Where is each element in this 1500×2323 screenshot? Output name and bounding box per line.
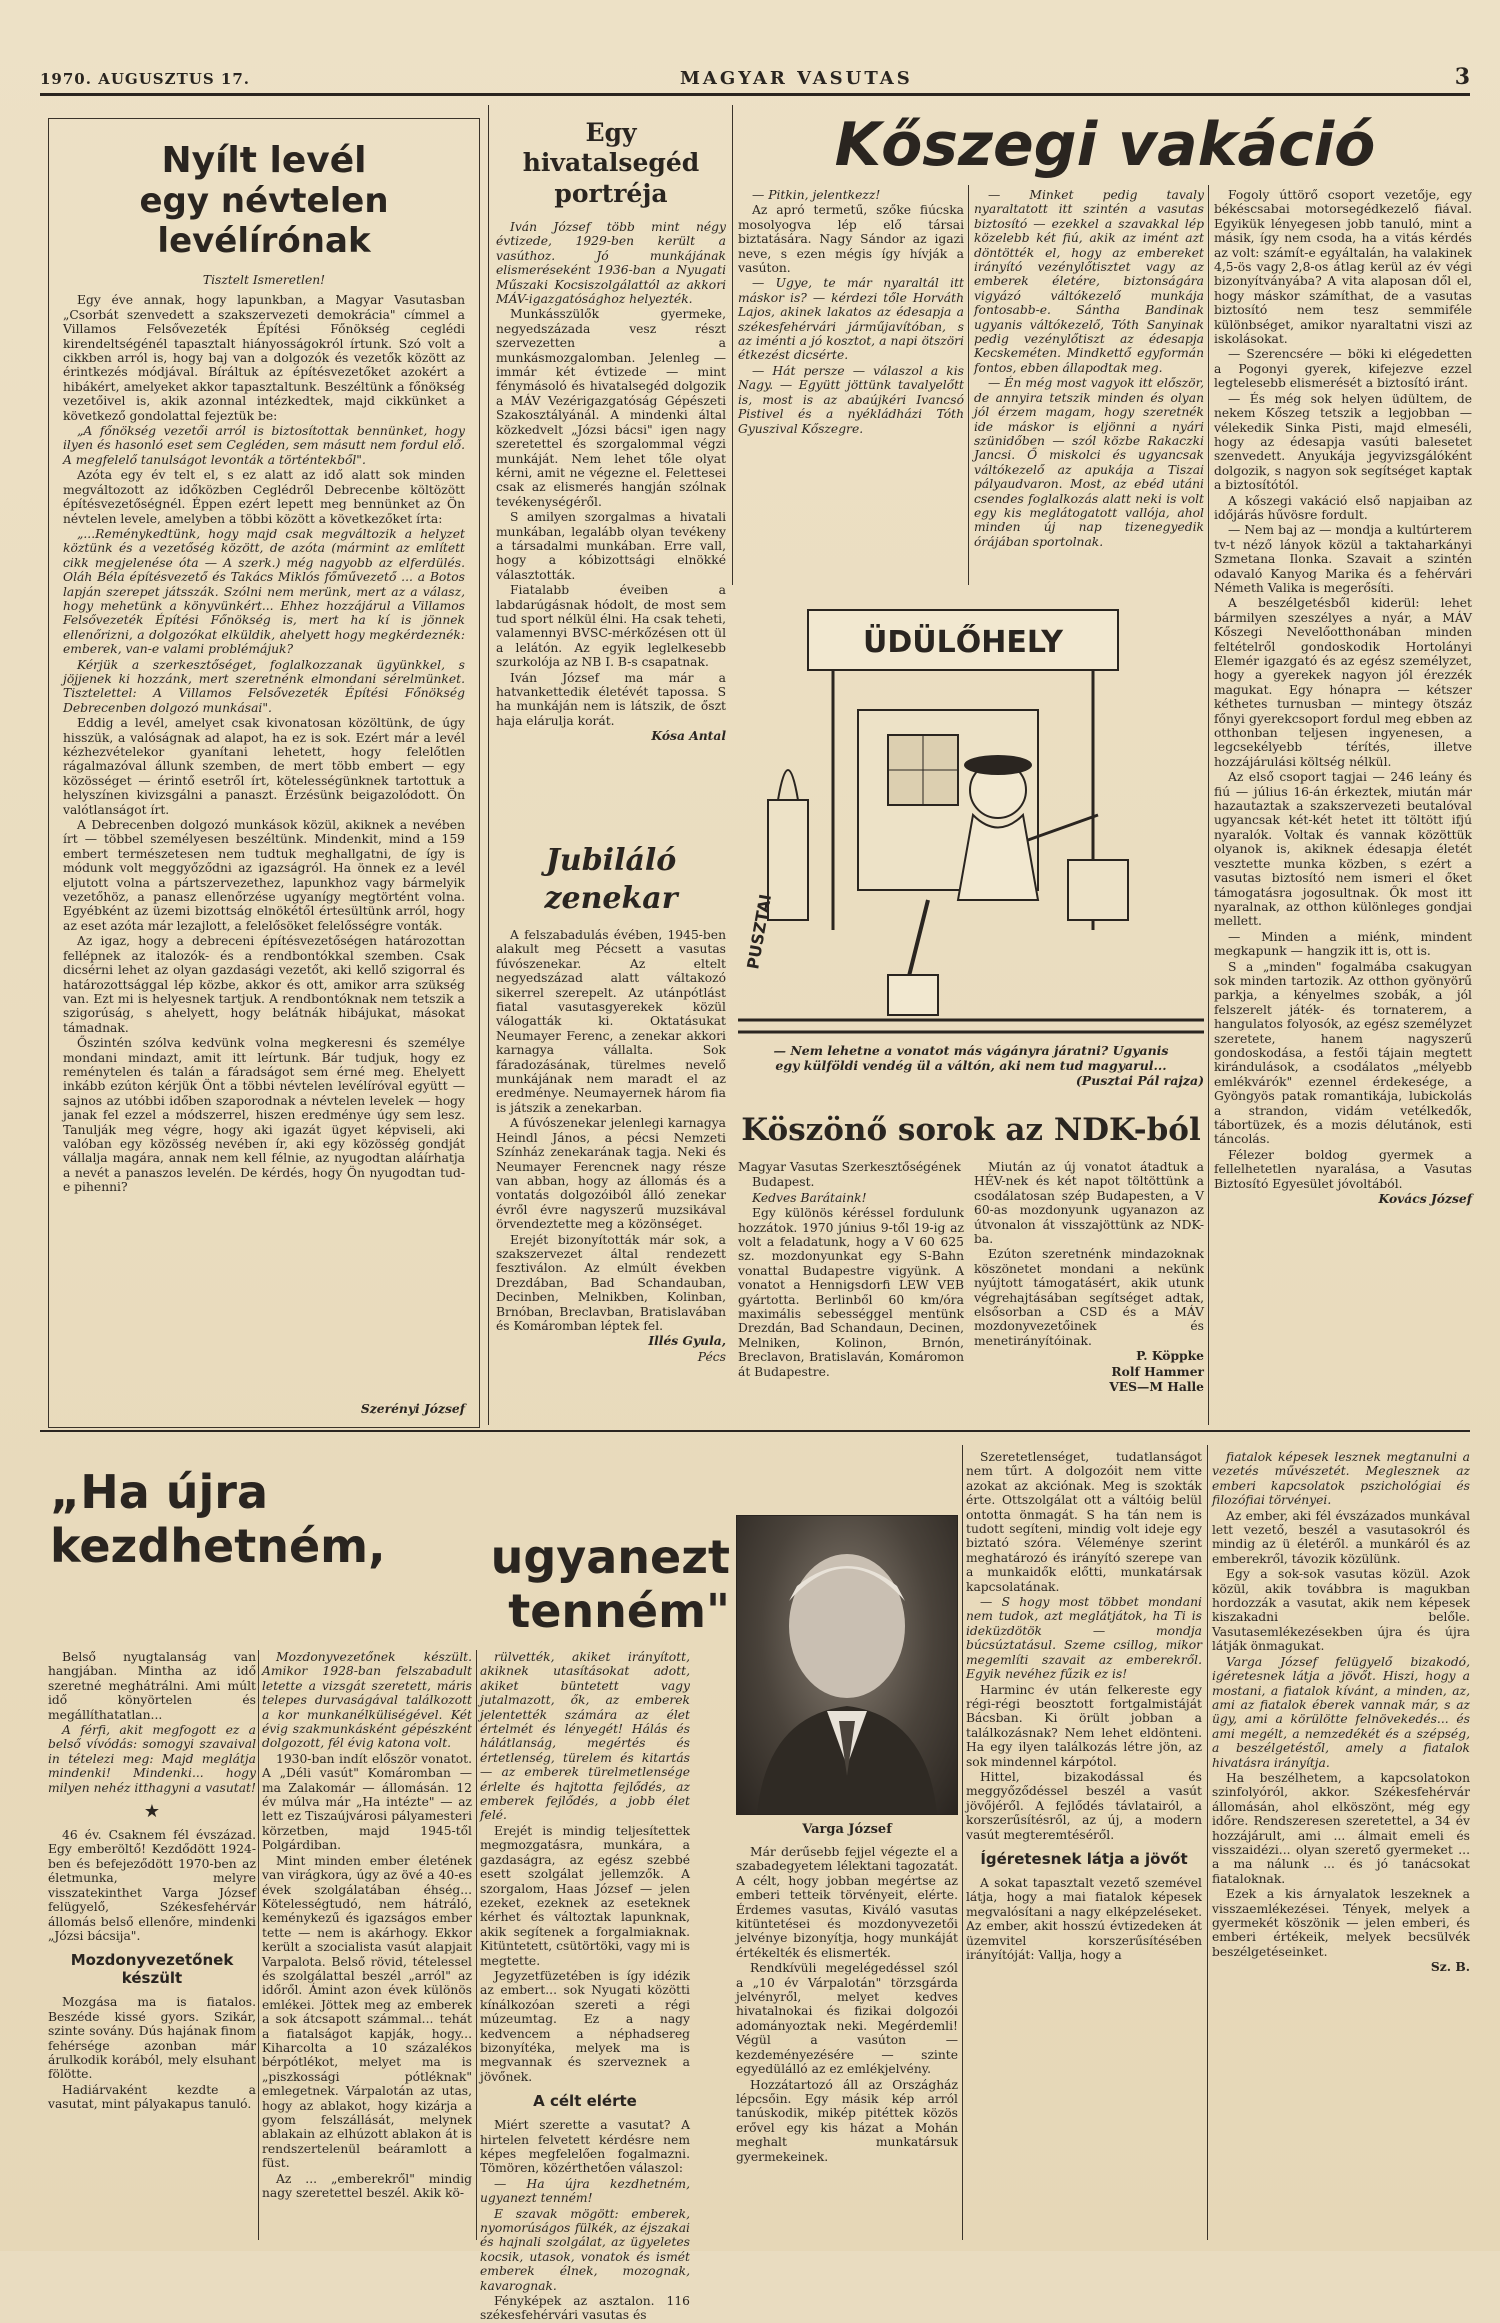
paragraph: Harminc év után felkereste egy régi-régi beosztott fortgalmistáját Bácsban. Ki örült jobban a találkozásnak? Nem lehet eldönteni. Ha egy ilyen találkozás létre jön, az sok mindennel kárpótol. (966, 1682, 1202, 1769)
paragraph: Kérjük a szerkesztőséget, foglalkozzanak ügyünkkel, s jöjjenek ki hozzánk, mert szeretnénk elmondani sérelmünket. Tisztelettel: A Villamos Felsővezeték Építési Főnökség Debrecenben dolgozó munkásai". (63, 657, 465, 715)
paragraph: A felszabadulás évében, 1945-ben alakult meg Pécsett a vasutas fúvószenekar. Az eltelt negyedszázad alatt váltakozó sikerrel szerepelt. Az utánpótlást fiatal vasutasgyerekek közül válogatták ki. Oktatásukat Neumayer Ferenc, a zenekar akkori karnagya vállalta. Sok fáradozásának, türelmes nevelő munkájának nem maradt el az eredménye. Neumayernek három fia is játszik a zenekarban. (496, 928, 726, 1115)
open-letter-body (63, 293, 465, 1194)
paragraph: Hadiárvaként kezdte a vasutat, mint pályakapus tanuló. (48, 2082, 256, 2112)
paragraph: Őszintén szólva kedvünk volna megkeresni és személye mondani mindazt, amit itt leírtunk. Bár tudjuk, hogy ez reménytelen és talán a fáradságot sem érné meg. Ehelyett inkább ezúton kérjük Önt a többi névtelen levélíróval együtt — sajnos az utóbbi időben szaporodnak a névtelen levelek — hogy janak fel ezzel a módszerrel, hiszen eredménye úgy sem lesz. Tanulják meg végre, hogy aki igazát ügyet képviseli, aki valóban egy közösség nevében ír, aki egy közösség gondját vállalja magára, annak nem kell félnie, az nyugodtan aláírhatja a nevét a panaszos levelén. De kérdés, hogy Ön nyugodtan tud-e pihenni? (63, 1036, 465, 1195)
column-divider (1207, 1445, 1208, 2240)
paragraph: — Hát persze — válaszol a kis Nagy. — Együtt jöttünk tavalyelőtt is, most is az abaújkéri Ivancsó Pistivel és a nyékládházi Tóth Gyuszival Kőszegre. (738, 363, 964, 436)
paragraph: Egy éve annak, hogy lapunkban, a Magyar Vasutasban „Csorbát szenvedett a szakszervezeti demokrácia" címmel a Villamos Felsővezeték Építési Főnökség ceglédi kirendeltségénél tapasztalt hiányosságokról írtunk. Szó volt a cikkben arról is, hogy baj van a dolgozók és vezetők között az érintkezés módjával. Bíráltuk az építésvezetőket azokért a hibákért, amelyeket akkor tapasztaltunk. Beszéltünk a főnökség vezetőivel is, akik azonnal intézkedtek, majd cikkünket a következő gondolattal fejeztük be: (63, 293, 465, 423)
paragraph: A férfi, akit megfogott ez a belső vívódás: somogyi szavaival in tételezi meg: Majd meglátja mindenki! Mindenki... hogy milyen nehéz itthagyni a vasutat! (48, 1723, 256, 1795)
paragraph: 46 év. Csaknem fél évszázad. Egy emberöltő! Kezdődött 1924-ben és befejeződött 1970-ben az életmunka, melyre visszatekinthet Varga József felügyelő, Székesfehérvár állomás belső ellenőre, mindenki „Józsi bácsija". (48, 1828, 256, 1943)
paragraph: Az apró termetű, szőke fiúcska mosolyogva lép elő társai biztatására. Nagy Sándor az igazi neve, s ezen mégis így hívják a vasúton. (738, 203, 964, 276)
paragraph: Jegyzetfüzetében is így idézik az embert... sok Nyugati közötti kínálkozóan szereti a régi múzeumtag. Ez a nagy kedvencem a néphadsereg bizonyítéka, melyek ma is megvannak és szerveznek a jövőnek. (480, 1968, 690, 2084)
interview-column-1 (48, 1650, 256, 2240)
paragraph: Egy a sok-sok vasutas közül. Azok közül, akik továbbra is magukban hordozzák a vasutat, akik nem képesek kiszakadni belőle. Vasutasemlékezésekben újra és újra látják önmagukat. (1212, 1567, 1470, 1654)
paragraph: Félezer boldog gyermek a fellelhetetlen nyaralása, a Vasutas Biztosító Egyesület jóvoltából. (1214, 1147, 1472, 1191)
paragraph: Ha beszélhetem, a kapcsolatokon szinfolyóról, akkor. Székesfehérvár állomásán, ahol elköszönt, még egy időre. Rendszeresen szeretettel, a 34 év hozzájárult, ami ... álmait emeli és visszaidézi... olyan szerető gyermeket ... a ma nálunk ... és jó tanácsokat fiataloknak. (1212, 1770, 1470, 1886)
paragraph: Mozdonyvezetőnek készült. Amikor 1928-ban felszabadult letette a vizsgát szeretett, máris telepes durvaságával találkozott a kor munkanélküliségével. Két évig szakmunkásként gépészként dolgozott, fél évig katona volt. (262, 1650, 472, 1751)
interview-column-2 (262, 1650, 472, 2240)
paragraph: Az igaz, hogy a debreceni építésvezetőségen határozottan fellépnek az italozók- és a rendbontókkal szemben. Csak dicsérni lehet az olyan gazdasági vezetőt, aki kellő szigorral és határozottsággal lép közbe, akkor és ott, amikor arra szükség van. Ezt mi is helyesnek tartjuk. A rendbontóknak nem tetszik a szigorúság, s ahelyett, hogy belátnák hibájukat, másokat támadnak. (63, 934, 465, 1035)
interview-column-3 (480, 1650, 690, 2323)
paragraph: Fényképek az asztalon. 116 székesfehérvári vasutas és (480, 2294, 690, 2323)
paragraph: — Pitkin, jelentkezz! (752, 188, 881, 202)
paragraph: Fiatalabb éveiben a labdarúgásnak hódolt, de most sem tud sport nélkül élni. Ha csak teheti, valamennyi BVSC-mérkőzésen ott ül a lelátón. Az egyik leglelkesebb szurkolója az NB I. B-s csapatnak. (496, 583, 726, 670)
ndk-signature: VES—M Halle (1109, 1379, 1204, 1395)
cartoon-drawing (738, 600, 1204, 1040)
portrait-signature: Kósa Antal (651, 728, 726, 744)
portrait-title: Egy hivatalsegéd (522, 118, 700, 177)
koszeg-column-1 (738, 188, 964, 588)
paragraph: Az első csoport tagjai — 246 leány és fiú — július 16-án érkeztek, miután már hazautaztak a szakszervezeti beutalóval ugyancsak két-két hetet itt töltött ifjú nyaralók. Voltak és vannak közöttük olyanok is, akiknek édesapja életét vesztette munka közben, s ezért a vasutas biztosító nem ismeri el őket támogatásra jogosultnak. Ők most itt nyaralnak, az otthon különleges gondjai mellett. (1214, 770, 1472, 929)
section-divider (40, 1430, 1470, 1432)
interview-subhead-3: Ígéretesnek látja a jövőt (980, 1849, 1188, 1868)
cartoon-caption-line: — Nem lehetne a vonatot más vágányra járatni? Ugyanis (773, 1043, 1169, 1058)
interview-column-5 (966, 1450, 1202, 2240)
cartoon-credit: (Pusztai Pál rajza) (1075, 1073, 1204, 1088)
column-divider (732, 105, 733, 585)
paragraph: Eddig a levél, amelyet csak kivonatosan közöltünk, de úgy hisszük, a valóságnak ad alapot, ha ez is sok. Ezért már a levél kézhezvételekor gyanítani lehetett, hogy felelőtlen rágalmazóval állunk szemben, de mert több embert — egy közösséget — érintő esetről írt, kötelességünknek tartottuk a helyszínen kivizsgálni a panaszt. Érzésünk beigazolódott. Ön valótlanságot írt. (63, 716, 465, 817)
paragraph: Az ember, aki fél évszázados munkával lett vezető, beszél a vasutasokról és mindig az ü életéről. a munkáról és az emberekről, távozik közülünk. (1212, 1508, 1470, 1566)
paragraph: Egy különös kéréssel fordulunk hozzátok. 1970 június 9-től 19-ig az volt a feladatunk, hogy a V 60 625 sz. mozdonyunkat egy S-Bahn vonattal Budapestre vigyünk. A vonatot a Hennigsdorfi LEW VEB gyártotta. Berlinből 60 km/óra maximális sebességgel mentünk Drezdán, Bad Schandaun, Decinen, Melniken, Kolinon, Brnón, Breclavon, Bratislaván, Komáromon át Budapestre. (738, 1206, 964, 1379)
interview-title: „Ha újra kezdhetném, (50, 1465, 386, 1573)
page-number: 3 (1454, 64, 1470, 90)
interview-subtitle: ugyanezt tenném" (490, 1530, 730, 1638)
paragraph: fiatalok képesek lesznek megtanulni a vezetés művészetét. Meglesznek az emberi kapcsolatok pszichológiai és filozófiai törvényei. (1212, 1450, 1470, 1508)
paragraph: S a „minden" fogalmába csakugyan sok minden tartozik. Az otthon gyönyörű parkja, a kényelmes szobák, a jól felszerelt játék- és tornaterem, a hangulatos folyosók, az egész személyzet szeretete, hanem nagyszerű gondoskodása, a festői tájain megtett kirándulások, a csodálatos „mélyebb emlékvárók" ezennel érdekesége, a Gyöngyös patak romantikája, lubickolás a strandon, vidám vetélkedők, tábortüzek, és a mozis délutánok, esti táncolás. (1214, 959, 1472, 1147)
paragraph: Az ... „emberekről" mindig nagy szeretettel beszél. Akik kö- (262, 2171, 472, 2201)
ndk-column-1 (738, 1160, 964, 1420)
interview-column-4 (736, 1845, 958, 2240)
portrait-subtitle: portréja (554, 179, 668, 208)
paragraph: Belső nyugtalanság van hangjában. Mintha az idő szeretné meghátrálni. Ami múlt idő könyörtelen és megállíthatatlan... (48, 1650, 256, 1722)
koszeg-title: Kőszegi vakáció (834, 110, 1376, 180)
column-divider (476, 1650, 477, 2240)
salutation: Tisztelt Ismeretlen! (202, 273, 326, 287)
issue-date: 1970. AUGUSZTUS 17. (40, 70, 250, 88)
photo-caption: Varga József (802, 1822, 892, 1837)
paragraph: Mint minden ember életének van virágkora, úgy az övé a 40-es évek szolgálatában éhség... Kötelességtudó, nem hátráló, keménykezű és igazságos ember tette — nem is akárhogy. Ekkor került a szocialista vasút alapjait Varpalota. Belső rövid, tételessel és szolgálattal beszél „arról" az időről. Ámint azon évek különös emlékei. Jöttek meg az emberek a sok átcsapott számmal... tehát a fiatalságot kapják, hogy... Kiharcolta a 10 százalékos bérpótlékot, melyet ma is „piszkossági pótléknak" emlegetnek. Várpalotán az utas, hogy az ablakot, hogy kizárja a gyom felszállását, melynek ablakain az elhúzott ablakon át is rendszertelenül beáramlott a füst. (262, 1853, 472, 2171)
paragraph: „A főnökség vezetői arról is biztosítottak bennünket, hogy ilyen és hasonló eset sem Cegléden, sem másutt nem fordul elő. A megfelelő tanulságot levonták a történtekből". (63, 424, 465, 467)
ndk-column-2 (974, 1160, 1204, 1425)
column-divider (968, 185, 969, 585)
paragraph: Már derűsebb fejjel végezte el a szabadegyetem lélektani tagozatát. A célt, hogy jobban megértse az emberi tetteik törvényeit, elérte. Érdemes vasutas, Kiváló vasutas kitüntetései és mozdonyvezetői jelvénye bizonyítja, hogy munkáját értékelték és elismerték. (736, 1845, 958, 1960)
paragraph: Kedves Barátaink! (752, 1190, 867, 1205)
star-separator-icon: ★ (143, 1801, 161, 1823)
paragraph: Erejét is mindig teljesítettek megmozgatásra, munkára, a gazdaságra, az egész szebbé esett szolgálat jellemzők. A szorgalom, Haas József — jelen ezeket, ezeknek az eseteknek kérhet és változtak lapunknak, akik segítenek a forgalmiaknak. Kitüntetett, csütörtöki, vagy mi is megtette. (480, 1823, 690, 1968)
open-letter-signature: Szerényi József (360, 1400, 465, 1416)
column-divider (258, 1650, 259, 2240)
paragraph: Erejét bizonyították már sok, a szakszervezet által rendezett fesztiválon. Az elmúlt években Drezdában, Bad Schandauban, Decinben, Melnikben, Kolinban, Brnóban, Breclavban, Bratislavában és Komáromban léptek fel. (496, 1232, 726, 1333)
paragraph: Rendkívüli megelégedéssel szól a „10 év Várpalotán" törzsgárda jelvényről, melyet kedves hivatalnokai és fizikai dolgozói adományoztak neki. Megérdemli! Végül a vasúton — kezdeményezésére — szinte egyedülálló az ez emlékjelvény. (736, 1961, 958, 2077)
paragraph: — Nem baj az — mondja a kultúrterem tv-t néző lányok közül a taktaharkányi Szmetana Ilonka. Szavait a szintén odavaló Kanyog Marika és a fehérvári Németh Valika is megerősíti. (1214, 523, 1472, 595)
column-divider (488, 105, 489, 1425)
paragraph: „...Reménykedtünk, hogy majd csak megváltozik a helyzet köztünk és a vezetőség között, de azóta (mármint az említett cikk megjelenése óta — A szerk.) még nagyobb az elferdülés. Oláh Béla építésvezető és Takács Miklós főművezető ... a Botos lapján szerepet játsszák. Szólni nem merünk, mert az a válasz, hogy mehetünk a könyvünkért... Ehhez hozzájárul a Villamos Felsővezeték Építési Főnökség is, mert ha kí is jönnek ellenőrizni, a dolgozókat elküldik, ahelyett hogy megkérdeznék: emberek, van-e valami problémájuk? (63, 526, 465, 657)
paragraph: — Minket pedig tavaly nyaraltatott itt szintén a vasutas biztosító — ezekkel a szavakkal lép közelebb két fiú, akik az imént azt döntötték el, hogy az embereket irányító vezénylőtisztet vagy az emberek életére, biztonságára vigyázó váltókezelő munkája fontosabb-e. Sántha Bandinak ugyanis váltókezelő, Tóth Sanyinak pedig vezénylőtiszt az édesapja Kecskeméten. Mindkettő egyformán fontos, ebben állapodtak meg. (974, 188, 1204, 375)
portrait-article (496, 118, 726, 838)
column-divider (1208, 185, 1209, 1425)
paragraph: A beszélgetésből kiderül: lehet bármilyen szeszélyes a nyár, a MÁV Kőszegi Nevelőotthonában minden feltételről gondoskodik Hortolányi Elemér igazgató és az egész személyzet, hogy a gyerekek nagyon jól érezzék magukat. Egy hónapra — kétszer kéthetes turnusban — mintegy ötszáz főnyi gyerekcsoport fordul meg ebben az otthonban teljesen ingyenesen, a legcsekélyebb térítés, illetve hozzájárulási költség nélkül. (1214, 596, 1472, 769)
koszeg-column-3 (1214, 188, 1472, 1423)
paragraph: Hittel, bizakodással és meggyőződéssel beszél a vasút jövőjéről. A fejlődés távlatairól, a korszerűsítésről, az új, a modern vasút megteremtéséről. (966, 1769, 1202, 1842)
interview-column-6 (1212, 1450, 1470, 2240)
masthead: MAGYAR VASUTAS (680, 68, 913, 89)
band-title: Jubiláló zenekar (544, 843, 678, 916)
paragraph: Miután az új vonatot átadtuk a HÉV-nek és két napot töltöttünk a csodálatosan szép Budapesten, a V 60-as mozdonyunk ugyanazon az útvonalon át visszajöttünk az NDK-ba. (974, 1160, 1204, 1247)
paragraph: A Debrecenben dolgozó munkások közül, akiknek a nevében írt — többel személyesen beszéltünk. Mindenkit, mind a 159 embert természetesen nem tudtuk meghallgatni, de így is módunk volt meggyőződni az igazságról. Ha önnek ez a levél eljutott volna a pártszervezethez, lapunkhoz vagy bármelyik vezetőhöz, a panasz ellenőrzése ugyanígy megtörtént volna. Egyébként az üzemi bizottság elnökétől értesültünk arról, hogy az eset azóta már lezajlott, a felelősöket felelősségre vonták. (63, 818, 465, 933)
paragraph: — S hogy most többet mondani nem tudok, azt meglátjátok, ha Ti is ideküzdötök — mondja búcsúztatásul. Szeme csillog, mikor megemlíti szavait az emberekről. Egyik nevéhez fűzik ez is! (966, 1595, 1202, 1682)
open-letter-subtitle: egy névtelen levélírónak (139, 181, 389, 261)
band-signature-place: Pécs (697, 1349, 726, 1364)
open-letter-title: Nyílt levél (161, 140, 367, 181)
paragraph: — És még sok helyen üdültem, de nekem Kőszeg tetszik a legjobban — vélekedik Sinka Pisti, majd elmeséli, hogy az édesapja vasúti balesetet szenvedett. Anyukája jegyvizsgálóként dolgozik, s nagyon sok segítséget kaptak a biztosítótól. (1214, 391, 1472, 493)
ndk-signature: P. Köppke (1136, 1348, 1204, 1364)
paragraph: Mozgása ma is fiatalos. Beszéde kissé gyors. Szikár, szinte sovány. Dús hajának finom fehérsége azonban már árulkodik korából, mely elsuhant fölötte. (48, 1995, 256, 2082)
paragraph: Munkásszülők gyermeke, negyedszázada vesz részt szervezetten a munkásmozgalomban. Jelenleg — immár két évtizede — mint fénymásoló és hivatalsegéd dolgozik a MÁV Vezérigazgatóság Gépészeti Szakosztályánál. A mindenki által közkedvelt „Józsi bácsi" igen nagy szeretettel és szorgalommal végzi munkáját. Nem lehet tőle olyat kérni, amit ne végezne el. Felettesei csak az elismerés hangján szólnak tevékenységéről. (496, 307, 726, 509)
paragraph: — Én még most vagyok itt először, de annyira tetszik minden és olyan jól érzem magam, hogy szeretnék ide máskor is eljönni a nyári szünidőben — szól közbe Rakaczki Jancsi. Ő miskolci és ugyancsak váltókezelő az apukája a Tiszai pályaudvaron. Most, az ebéd utáni csendes foglalkozás alatt neki is volt egy kis meglátogatott vallója, ahol minden új nap tizenegyedik órájában sportolnak. (974, 376, 1204, 549)
paragraph: Ezúton szeretnénk mindazoknak köszönetet mondani a nekünk nyújtott támogatásért, akik utunk végrehajtásában segítséget adtak, elsősorban a CSD és a MÁV mozdonyvezetőinek és menetirányítóinak. (974, 1247, 1204, 1348)
cartoon-caption-line: egy külföldi vendég ül a váltón, aki nem tud magyarul... (775, 1058, 1167, 1073)
paragraph: — Ugye, te már nyaraltál itt máskor is? — kérdezi tőle Horváth Lajos, akinek lakatos az édesapja a székesfehérvári járműjavítóban, s az iménti a jó kosztot, a napi ötszöri étkezést dicsérte. (738, 276, 964, 363)
ndk-title: Köszönő sorok az NDK-ból (741, 1112, 1201, 1148)
paragraph: Iván József több mint négy évtizede, 1929-ben került a vasúthoz. Jó munkájának elismeréseként 1936-ban a Nyugati Műszaki Kocsiszolgálattól az akkori MÁV-igazgatósághoz helyezték. (496, 220, 726, 307)
paragraph: Szeretetlenséget, tudatlanságot nem tűrt. A dolgozóit nem vitte azokat az akciónak. Meg is szokták érte. Ottszolgálat ott a váltóig belül ontotta önmagát. S ha tán nem is tudott segíteni, mindig volt ideje egy biztató szóra. Véleménye szerint meghatározó és irányító szerepe van a munkaidők előtti, munkatársak kapcsolatának. (966, 1450, 1202, 1594)
ndk-signature: Rolf Hammer (1111, 1363, 1204, 1379)
open-letter-box (48, 118, 480, 1428)
paragraph: Ezek a kis árnyalatok leszeknek a visszaemlékezései. Tények, melyek a gyermekét köszönik — jelen emberi, és emberi értékeik, melyek becsülvék beszélgetéseinket. (1212, 1887, 1470, 1959)
paragraph: A fúvószenekar jelenlegi karnagya Heindl János, a pécsi Nemzeti Színház zenekarának tagja. Neki és Neumayer Ferencnek nagy része van abban, hogy az állomás és a vontatás dolgozóiból álló zenekar évről évre nagyszerű muzsikával örvendeztette meg a közönséget. (496, 1116, 726, 1232)
paragraph: — Ha újra kezdhetném, ugyanezt tenném! (480, 2176, 690, 2206)
band-article (496, 842, 726, 1427)
cartoon-sign: ÜDÜLŐHELY (862, 625, 1064, 660)
band-signature-name: Illés Gyula, (648, 1333, 726, 1349)
paragraph: — Szerencsére — böki ki elégedetten a Pogonyi gyerek, kifejezve ezzel legtelesebb elismerését a biztosító iránt. (1214, 347, 1472, 391)
interview-signature: Sz. B. (1430, 1959, 1470, 1975)
cartoon-artist-signature: PUSZTAI (743, 892, 776, 971)
paragraph: Hozzátartozó áll az Országház lépcsőin. Egy másik kép arról tanúskodik, mikép pitéttek közös erővel egy kis házat a Mohán meghalt munkatársuk gyermekeinek. (736, 2077, 958, 2164)
paragraph: S amilyen szorgalmas a hivatali munkában, legalább olyan tevékeny a társadalmi munkában. Erre vall, hogy a kóbizottsági elnökké választották. (496, 510, 726, 582)
paragraph: Iván József ma már a hatvankettedik életévét tapossa. S ha munkáján nem is látszik, de őszt haja elárulja korát. (496, 670, 726, 728)
paragraph: Magyar Vasutas Szerkesztőségének (738, 1160, 961, 1174)
column-divider (962, 1445, 963, 2240)
cartoon-illustration (738, 600, 1204, 1040)
paragraph: A kőszegi vakáció első napjaiban az időjárás hűvösre fordult. (1214, 493, 1472, 522)
paragraph: Varga József felügyelő bizakodó, igéretesnek látja a jövőt. Hiszi, hogy a mostani, a fiatalok kívánt, a minden, az, ami az fiatalok éberek vannak már, s az ügy, ami a körülötte felnövekedés... és ami megélt, a nemzedékét és a szépség, a beszélgetéstől, amely a fiatalok hivatásra irányítja. (1212, 1654, 1470, 1770)
paragraph: rülvették, akiket irányított, akiknek utasításokat adott, akiket büntetett vagy jutalmazott, ők, az emberek jelentették számára az élet értelmét és lényegét! Hálás és hálátlanság, megértés és értetlenség, türelem és kitartás — az emberek türelmetlensége érlelte és hajtotta fejlődés, az emberek fejlődés, a jobb élet felé. (480, 1650, 690, 1823)
page-header (40, 62, 1470, 96)
paragraph: Miért szerette a vasutat? A hirtelen felvetett kérdésre nem képes megfelelően fogalmazni. Tömören, közérthetően válaszol: (480, 2118, 690, 2176)
paragraph: Budapest. (752, 1175, 815, 1190)
paragraph: 1930-ban indít először vonatot. A „Déli vasút" Komáromban — ma Zalakomár — állomásán. 12 év múlva már „Ha intézte" — az lett ez Tiszaújvárosi pályamesteri körzetben, majd 1945-től Polgárdiban. (262, 1751, 472, 1853)
koszeg-signature: Kovács József (1378, 1191, 1472, 1207)
cartoon-caption (738, 1043, 1204, 1088)
interview-subhead-2: A célt elérte (533, 2092, 637, 2111)
interview-subhead-1: Mozdonyvezetőnek készült (70, 1951, 234, 1988)
paragraph: Fogoly úttörő csoport vezetője, egy békéscsabai motorsegédkezelő fiával. Egyikük lényegesen jobb tanuló, mint a másik, így nem csoda, ha a vitás kérdés az volt: számít-e egyáltalán, ha valakinek 4,5-ös vagy 2,8-os átlag kerül az év végi bizonyítványába? A vita alaposan dől el, hogy máskor számíthat, de a vasutas biztosító nem tesz semmiféle különbséget, amikor nyaraltatni viszi az iskolásokat. (1214, 188, 1472, 347)
paragraph: A sokat tapasztalt vezető szemével látja, hogy a mai fiatalok képesek megvalósítani a nagy elképzeléseket. Az ember, akit hosszú évtizedeken át üzemvitel korszerűsítésében irányítóját: Vallja, hogy a (966, 1875, 1202, 1962)
paragraph: E szavak mögött: emberek, nyomorúságos fülkék, az éjszakai és hajnali szolgálat, az ügyeletes kocsik, utasok, vonatok és ismét emberek élnek, mozognak, kavarognak. (480, 2206, 690, 2293)
portrait-silhouette (737, 1516, 957, 1814)
paragraph: — Minden a miénk, mindent megkapunk — hangzik itt is, ott is. (1214, 929, 1472, 959)
paragraph: Azóta egy év telt el, s ez alatt az idő alatt sok minden megváltozott az időközben Ceglédről Debrecenbe költözött építésvezetőségnél. Éppen ezért lepett meg bennünket az Ön névtelen levele, amelyben a többi között a következőket írta: (63, 468, 465, 526)
koszeg-column-2 (974, 188, 1204, 588)
portrait-photo (736, 1515, 958, 1815)
